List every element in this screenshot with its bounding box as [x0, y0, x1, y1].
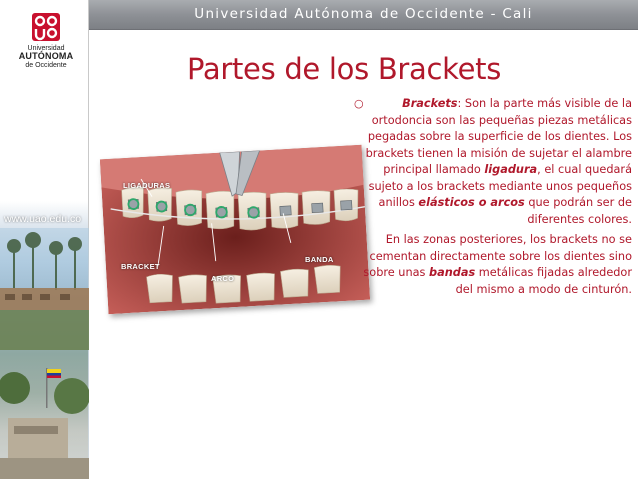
label-bracket: BRACKET	[121, 262, 160, 271]
website-label[interactable]: www.uao.edu.co	[4, 213, 82, 225]
university-logo[interactable]	[17, 12, 75, 69]
para2-text-2: metálicas fijadas alrededor del mismo a modo de cinturón.	[455, 266, 632, 296]
term-bandas: bandas	[429, 266, 476, 279]
label-ligaduras: LIGADURAS	[123, 181, 171, 190]
header-title: Universidad Autónoma de Occidente - Cali	[194, 6, 533, 22]
braces-illustration	[100, 145, 370, 314]
label-arco: ARCO	[211, 274, 235, 283]
slide-body	[354, 96, 632, 298]
slide-title: Partes de los Brackets	[187, 52, 502, 86]
second-paragraph	[363, 232, 632, 298]
bullet-text-1: : Son la parte más visible de la ortodoncia son las pequeñas piezas metálicas pegadas sobre la superficie de los dientes. Los brackets tienen la misión de sujetar el alambre principal llamado	[365, 97, 632, 176]
logo-line-2: AUTÓNOMA	[18, 51, 74, 62]
campus-photo	[0, 228, 89, 479]
term-elasticos: elásticos o arcos	[418, 196, 525, 209]
bullet-text-2: , el cual quedará sujeto a los brackets mediante unos pequeños anillos	[368, 163, 632, 209]
logo-line-3: de Occidente	[25, 61, 67, 69]
header-bar	[89, 0, 638, 30]
term-brackets: Brackets	[402, 97, 458, 110]
bullet-paragraph	[354, 96, 632, 228]
label-banda: BANDA	[305, 255, 334, 264]
term-ligadura: ligadura	[484, 163, 538, 176]
sidebar	[0, 0, 89, 479]
braces-photo	[100, 145, 370, 314]
logo-line-1: Universidad	[27, 45, 65, 52]
bullet-text-3: que podrán ser de diferentes colores.	[524, 196, 632, 226]
bullet-circle-icon: ○	[354, 97, 364, 110]
para2-text-1: En las zonas posteriores, los brackets no se cementan directamente sobre los dientes sino sobre unas	[363, 233, 632, 279]
uao-logo-icon	[31, 12, 61, 42]
